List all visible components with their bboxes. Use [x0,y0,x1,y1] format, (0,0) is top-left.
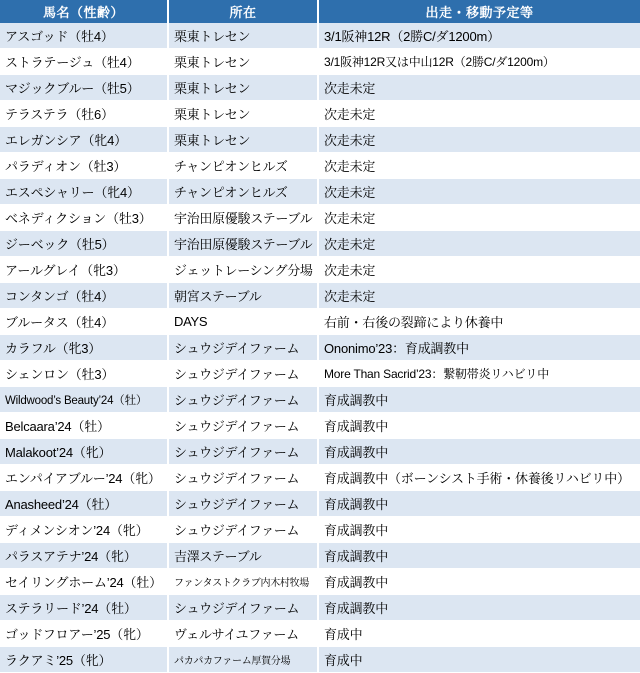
table-row [0,517,640,543]
table-row [0,569,640,595]
cell-schedule-note: 右前・右後の裂蹄により休養中 [318,309,640,335]
table-row [0,231,640,257]
table-row [0,49,640,75]
column-header-note: 出走・移動予定等 [318,0,640,23]
cell-schedule-note: 育成調教中 [318,543,640,569]
cell-schedule-note: 育成調教中 [318,439,640,465]
column-header-place: 所在 [168,0,318,23]
table-row [0,179,640,205]
cell-horse-name: Anasheed’24（牡） [0,491,168,517]
cell-schedule-note: 3/1阪神12R又は中山12R（2勝C/ダ1200m） [318,49,640,75]
cell-location: シュウジデイファーム [168,387,318,413]
cell-schedule-note: 次走未定 [318,101,640,127]
cell-schedule-note: 育成調教中（ボーンシスト手術・休養後リハビリ中） [318,465,640,491]
table-row [0,283,640,309]
cell-location: DAYS [168,309,318,335]
cell-location: ファンタストクラブ内木村牧場 [168,569,318,595]
table-row [0,361,640,387]
cell-horse-name: エンパイアブルー’24（牝） [0,465,168,491]
cell-horse-name: セイリングホーム’24（牡） [0,569,168,595]
cell-horse-name: ジーベック（牡5） [0,231,168,257]
cell-schedule-note: More Than Sacrid’23：繋靭帯炎リハビリ中 [318,361,640,387]
cell-horse-name: ゴッドフロアー’25（牝） [0,621,168,647]
cell-horse-name: パラディオン（牡3） [0,153,168,179]
cell-location: 栗東トレセン [168,23,318,49]
cell-horse-name: Malakoot’24（牝） [0,439,168,465]
cell-location: ジェットレーシング分場 [168,257,318,283]
cell-horse-name: シェンロン（牡3） [0,361,168,387]
cell-horse-name: テラステラ（牡6） [0,101,168,127]
table-row [0,491,640,517]
table-body [0,23,640,673]
cell-location: シュウジデイファーム [168,335,318,361]
table-row [0,101,640,127]
cell-location: 朝宮ステーブル [168,283,318,309]
cell-horse-name: エレガンシア（牝4） [0,127,168,153]
cell-location: 栗東トレセン [168,49,318,75]
cell-horse-name: Wildwood’s Beauty’24（牡） [0,387,168,413]
cell-schedule-note: 育成調教中 [318,517,640,543]
cell-location: シュウジデイファーム [168,465,318,491]
cell-location: シュウジデイファーム [168,361,318,387]
cell-horse-name: ベネディクション（牡3） [0,205,168,231]
cell-horse-name: パラスアテナ’24（牝） [0,543,168,569]
cell-schedule-note: 育成中 [318,647,640,673]
cell-schedule-note: 3/1阪神12R（2勝C/ダ1200m） [318,23,640,49]
cell-schedule-note: 育成調教中 [318,413,640,439]
table-row [0,413,640,439]
cell-schedule-note: 次走未定 [318,179,640,205]
cell-location: シュウジデイファーム [168,491,318,517]
cell-schedule-note: 育成調教中 [318,491,640,517]
cell-schedule-note: 育成調教中 [318,595,640,621]
cell-horse-name: アスゴッド（牡4） [0,23,168,49]
cell-location: 栗東トレセン [168,127,318,153]
cell-location: シュウジデイファーム [168,595,318,621]
cell-location: 栗東トレセン [168,101,318,127]
cell-schedule-note: 次走未定 [318,283,640,309]
cell-location: シュウジデイファーム [168,439,318,465]
cell-location: ヴェルサイユファーム [168,621,318,647]
table-row [0,439,640,465]
table-row [0,387,640,413]
cell-schedule-note: 育成調教中 [318,387,640,413]
table-row [0,153,640,179]
cell-schedule-note: 育成調教中 [318,569,640,595]
cell-schedule-note: 育成中 [318,621,640,647]
cell-horse-name: ステラリード’24（牡） [0,595,168,621]
table-row [0,127,640,153]
column-header-name: 馬名（性齢） [0,0,168,23]
cell-horse-name: カラフル（牝3） [0,335,168,361]
cell-horse-name: ラクアミ’25（牝） [0,647,168,673]
cell-horse-name: ブルータス（牡4） [0,309,168,335]
cell-schedule-note: Ononimo’23：育成調教中 [318,335,640,361]
table-row [0,543,640,569]
table-header [0,0,640,23]
cell-schedule-note: 次走未定 [318,75,640,101]
cell-horse-name: Belcaara’24（牡） [0,413,168,439]
cell-horse-name: コンタンゴ（牡4） [0,283,168,309]
cell-location: シュウジデイファーム [168,517,318,543]
cell-location: 吉澤ステーブル [168,543,318,569]
cell-location: チャンピオンヒルズ [168,153,318,179]
cell-schedule-note: 次走未定 [318,127,640,153]
table-row [0,309,640,335]
cell-horse-name: エスペシャリー（牝4） [0,179,168,205]
cell-horse-name: ストラテージュ（牡4） [0,49,168,75]
cell-schedule-note: 次走未定 [318,257,640,283]
table-row [0,335,640,361]
cell-horse-name: ディメンシオン’24（牝） [0,517,168,543]
table-header-row [0,0,640,23]
cell-location: 宇治田原優駿ステーブル [168,231,318,257]
cell-horse-name: マジックブルー（牡5） [0,75,168,101]
cell-schedule-note: 次走未定 [318,231,640,257]
cell-location: 宇治田原優駿ステーブル [168,205,318,231]
cell-location: パカパカファーム厚賀分場 [168,647,318,673]
cell-horse-name: アールグレイ（牝3） [0,257,168,283]
table-row [0,595,640,621]
table-row [0,75,640,101]
table-row [0,257,640,283]
table-row [0,205,640,231]
cell-schedule-note: 次走未定 [318,205,640,231]
cell-location: シュウジデイファーム [168,413,318,439]
cell-location: 栗東トレセン [168,75,318,101]
cell-location: チャンピオンヒルズ [168,179,318,205]
table-row [0,23,640,49]
cell-schedule-note: 次走未定 [318,153,640,179]
table-row [0,647,640,673]
table-row [0,621,640,647]
table-row [0,465,640,491]
